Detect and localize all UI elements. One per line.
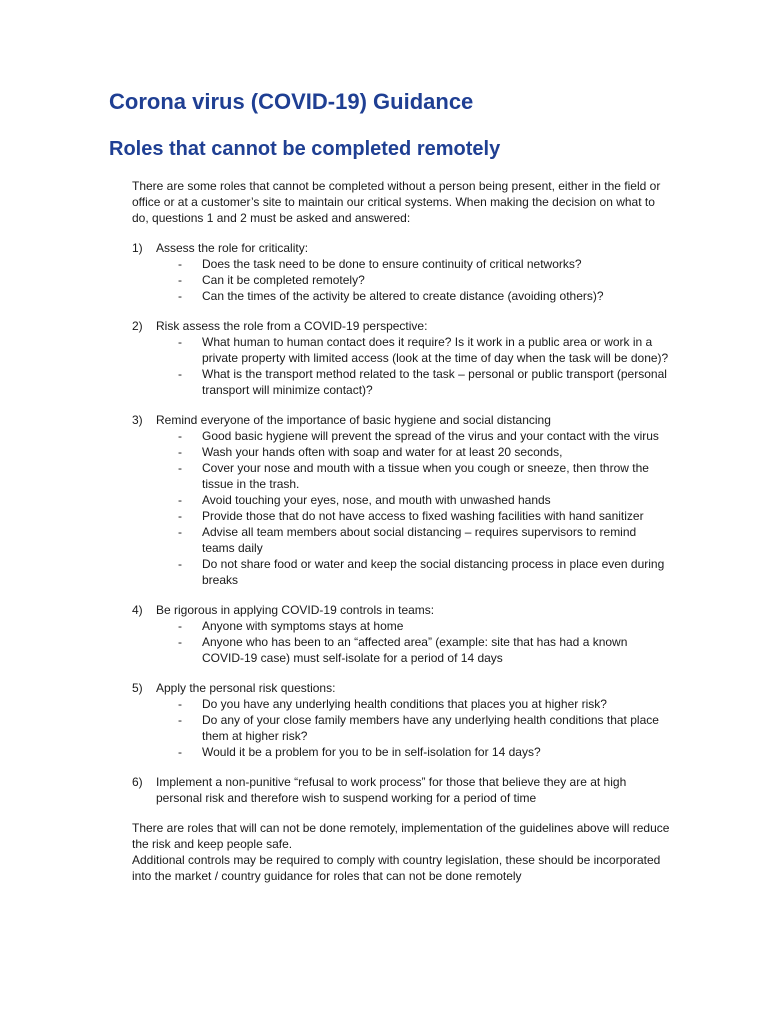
sub-list-item <box>178 696 672 712</box>
sub-list-item <box>178 618 672 634</box>
sub-list-text: Do you have any underlying health conditions that places you at higher risk? <box>202 697 607 711</box>
sub-list-item <box>178 634 672 666</box>
sub-list-text: Advise all team members about social distancing – requires supervisors to remind teams daily <box>202 525 637 555</box>
page-subtitle: Roles that cannot be completed remotely <box>109 138 501 160</box>
sub-list-text: Anyone with symptoms stays at home <box>202 619 404 633</box>
sub-list-text: Does the task need to be done to ensure continuity of critical networks? <box>202 257 582 271</box>
sub-list <box>178 428 672 588</box>
sub-list-text: Good basic hygiene will prevent the spread of the virus and your contact with the virus <box>202 429 659 443</box>
sub-list <box>178 334 672 398</box>
dash-bullet: - <box>178 461 182 475</box>
sub-list-text: Anyone who has been to an “affected area” (example: site that has had a known COVID-19 case) must self-isolate for a period of 14 days <box>202 635 628 665</box>
sub-list-text: Cover your nose and mouth with a tissue when you cough or sneeze, then throw the tissue in the trash. <box>202 461 649 491</box>
sub-list-item <box>178 556 672 588</box>
sub-list-item <box>178 366 672 398</box>
sub-list-text: Do any of your close family members have any underlying health conditions that place them at higher risk? <box>202 713 659 743</box>
sub-list-text: What human to human contact does it require? Is it work in a public area or work in a private property with limited access (look at the time of day when the task will be done)? <box>202 335 669 365</box>
sub-list-item <box>178 444 672 460</box>
list-item-heading <box>132 602 672 618</box>
sub-list-text: Wash your hands often with soap and water for at least 20 seconds, <box>202 445 563 459</box>
list-item <box>132 240 672 304</box>
sub-list-item <box>178 460 672 492</box>
sub-list-text: Do not share food or water and keep the social distancing process in place even during breaks <box>202 557 665 587</box>
list-item-heading <box>132 774 672 806</box>
dash-bullet: - <box>178 257 182 271</box>
closing-paragraph: There are roles that will can not be done remotely, implementation of the guidelines above will reduce the risk and keep people safe. <box>132 821 670 851</box>
dash-bullet: - <box>178 445 182 459</box>
list-item-number: 3) <box>132 413 143 427</box>
dash-bullet: - <box>178 273 182 287</box>
list-item-text: Be rigorous in applying COVID-19 controls in teams: <box>156 603 435 617</box>
sub-list-text: Can it be completed remotely? <box>202 273 365 287</box>
sub-list-text: What is the transport method related to the task – personal or public transport (personal transport will minimize contact)? <box>202 367 667 397</box>
dash-bullet: - <box>178 367 182 381</box>
list-item-text: Risk assess the role from a COVID-19 perspective: <box>156 319 428 333</box>
closing-paragraphs <box>132 820 672 884</box>
list-item <box>132 774 672 806</box>
sub-list-item <box>178 492 672 508</box>
list-item-number: 5) <box>132 681 143 695</box>
list-item-heading <box>132 318 672 334</box>
dash-bullet: - <box>178 713 182 727</box>
intro-paragraph: There are some roles that cannot be completed without a person being present, either in the field or office or at a customer’s site to maintain our critical systems. When making the decision on what to do, questions 1 and 2 must be asked and answered: <box>132 179 661 225</box>
dash-bullet: - <box>178 635 182 649</box>
sub-list-text: Provide those that do not have access to fixed washing facilities with hand sanitizer <box>202 509 644 523</box>
sub-list-item <box>178 744 672 760</box>
sub-list <box>178 618 672 666</box>
sub-list-item <box>178 508 672 524</box>
list-item-number: 6) <box>132 775 143 789</box>
list-item-text: Assess the role for criticality: <box>156 241 309 255</box>
sub-list-item <box>178 712 672 744</box>
list-item-text: Implement a non-punitive “refusal to work process” for those that believe they are at high personal risk and therefore wish to suspend working for a period of time <box>156 775 627 805</box>
dash-bullet: - <box>178 509 182 523</box>
dash-bullet: - <box>178 429 182 443</box>
dash-bullet: - <box>178 335 182 349</box>
sub-list-text: Would it be a problem for you to be in self-isolation for 14 days? <box>202 745 541 759</box>
dash-bullet: - <box>178 289 182 303</box>
sub-list <box>178 696 672 760</box>
sub-list-item <box>178 428 672 444</box>
sub-list <box>178 256 672 304</box>
list-item-text: Remind everyone of the importance of basic hygiene and social distancing <box>156 413 551 427</box>
sub-list-item <box>178 524 672 556</box>
list-item-number: 2) <box>132 319 143 333</box>
dash-bullet: - <box>178 619 182 633</box>
sub-list-item <box>178 334 672 366</box>
list-item-number: 1) <box>132 241 143 255</box>
sub-list-text: Can the times of the activity be altered to create distance (avoiding others)? <box>202 289 604 303</box>
dash-bullet: - <box>178 745 182 759</box>
list-item <box>132 680 672 760</box>
list-item-number: 4) <box>132 603 143 617</box>
page-title: Corona virus (COVID-19) Guidance <box>109 89 474 114</box>
sub-list-item <box>178 256 672 272</box>
guidance-list <box>132 240 672 806</box>
sub-list-item <box>178 272 672 288</box>
dash-bullet: - <box>178 697 182 711</box>
sub-list-text: Avoid touching your eyes, nose, and mouth with unwashed hands <box>202 493 551 507</box>
dash-bullet: - <box>178 557 182 571</box>
list-item-heading <box>132 240 672 256</box>
closing-paragraph: Additional controls may be required to comply with country legislation, these should be incorporated into the market / country guidance for roles that can not be done remotely <box>132 853 661 883</box>
list-item-heading <box>132 680 672 696</box>
list-item <box>132 318 672 398</box>
list-item <box>132 412 672 588</box>
sub-list-item <box>178 288 672 304</box>
list-item <box>132 602 672 666</box>
list-item-heading <box>132 412 672 428</box>
dash-bullet: - <box>178 493 182 507</box>
list-item-text: Apply the personal risk questions: <box>156 681 336 695</box>
dash-bullet: - <box>178 525 182 539</box>
